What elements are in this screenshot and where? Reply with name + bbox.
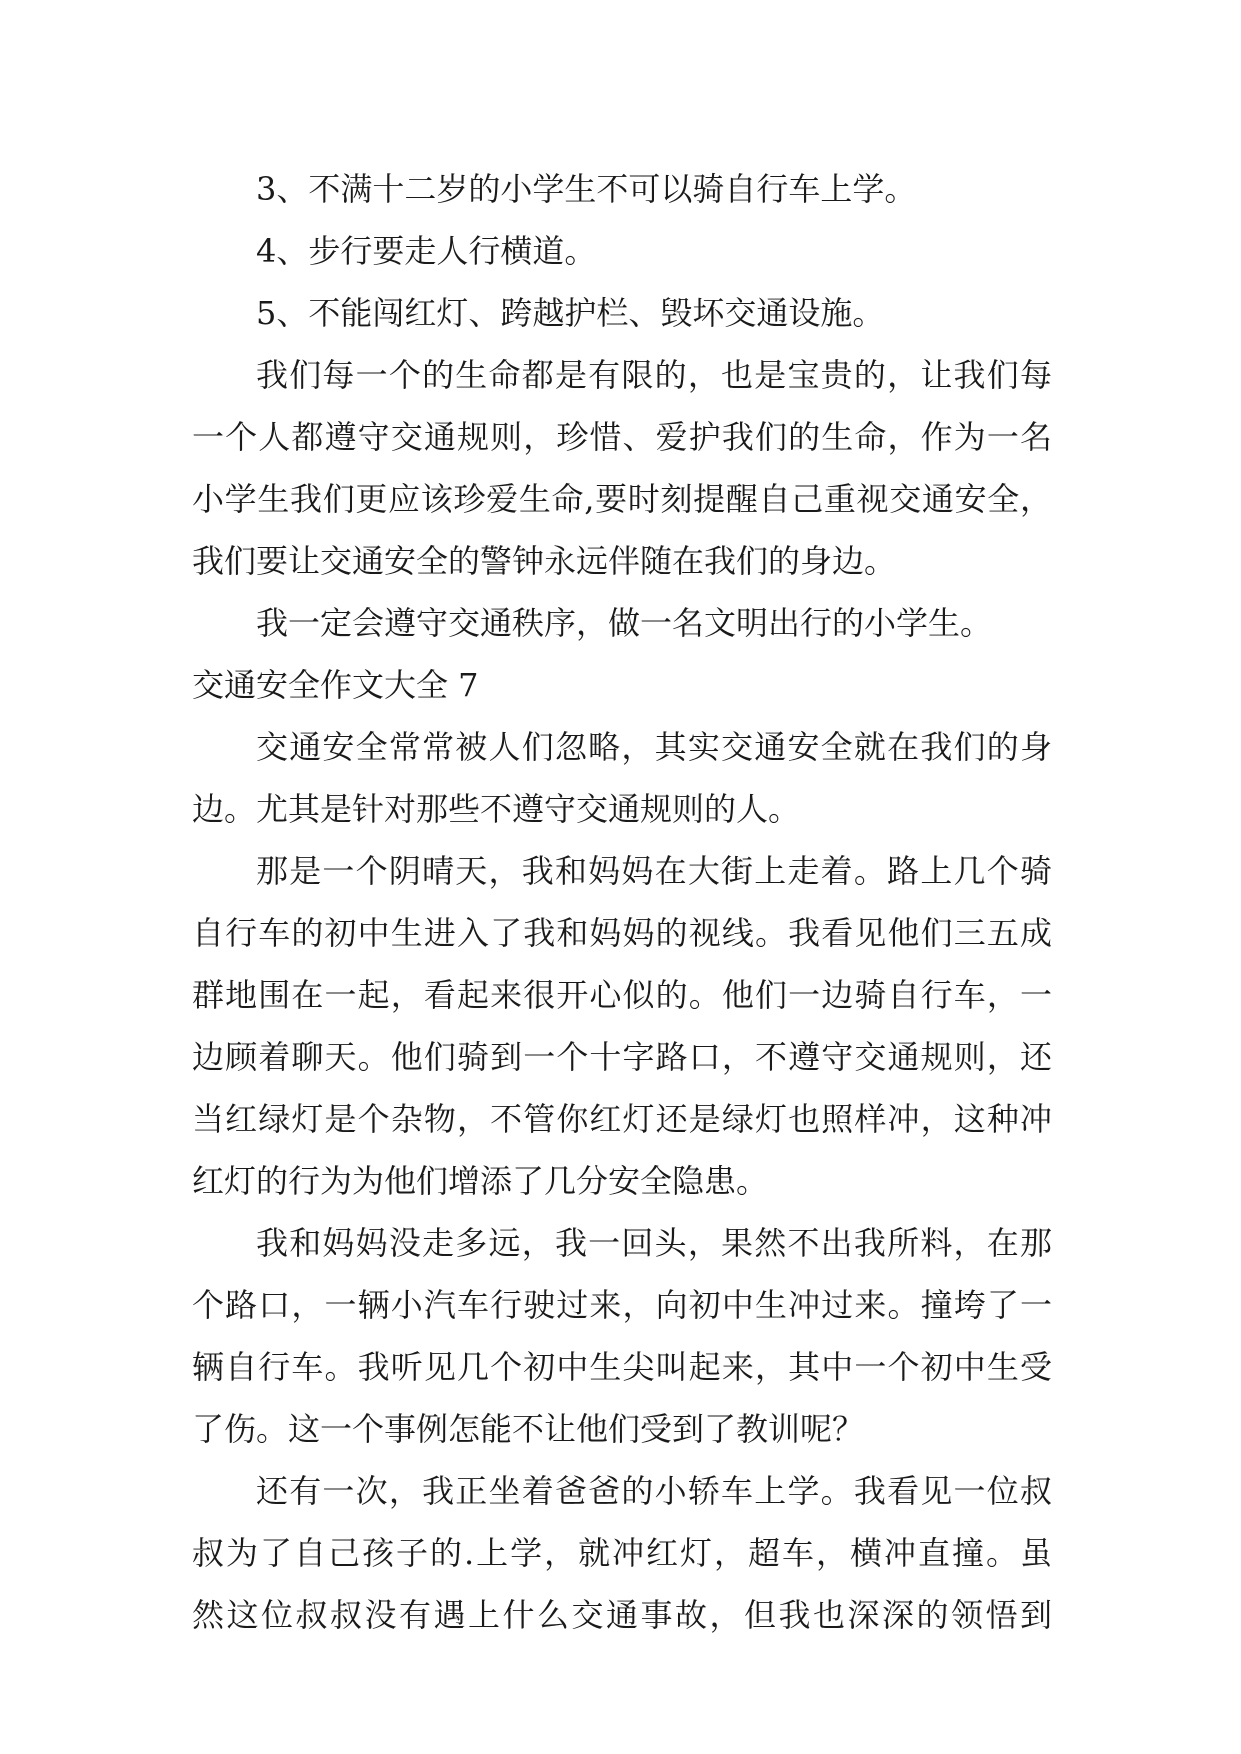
paragraph-line: 那是一个阴晴天，我和妈妈在大街上走着。路上几个骑 <box>256 852 1052 890</box>
paragraph-line: 我们每一个的生命都是有限的，也是宝贵的，让我们每 <box>256 356 1052 394</box>
paragraph-line: 交通安全常常被人们忽略，其实交通安全就在我们的身 <box>256 728 1052 766</box>
paragraph-line: 辆自行车。我听见几个初中生尖叫起来，其中一个初中生受 <box>192 1348 1052 1386</box>
paragraph-line: 还有一次，我正坐着爸爸的小轿车上学。我看见一位叔 <box>256 1472 1052 1510</box>
paragraph-line: 当红绿灯是个杂物，不管你红灯还是绿灯也照样冲，这种冲 <box>192 1100 1052 1138</box>
paragraph-line: 红灯的行为为他们增添了几分安全隐患。 <box>192 1162 769 1200</box>
paragraph-line: 小学生我们更应该珍爱生命,要时刻提醒自己重视交通安全， <box>192 480 1052 518</box>
paragraph-line: 我一定会遵守交通秩序，做一名文明出行的小学生。 <box>256 604 993 642</box>
paragraph-line: 自行车的初中生进入了我和妈妈的视线。我看见他们三五成 <box>192 914 1052 952</box>
section-heading: 交通安全作文大全 7 <box>192 666 479 704</box>
rule-item-4: 4、步行要走人行横道。 <box>256 232 597 270</box>
essay-body <box>192 158 1052 1646</box>
paragraph-line: 我和妈妈没走多远，我一回头，果然不出我所料，在那 <box>256 1224 1052 1262</box>
rule-item-3: 3、不满十二岁的小学生不可以骑自行车上学。 <box>256 170 917 208</box>
paragraph-line: 然这位叔叔没有遇上什么交通事故，但我也深深的领悟到 <box>192 1596 1052 1634</box>
paragraph-line: 边。尤其是针对那些不遵守交通规则的人。 <box>192 790 801 828</box>
paragraph-line: 群地围在一起，看起来很开心似的。他们一边骑自行车，一 <box>192 976 1052 1014</box>
paragraph-line: 一个人都遵守交通规则，珍惜、爱护我们的生命，作为一名 <box>192 418 1052 456</box>
paragraph-line: 叔为了自己孩子的.上学，就冲红灯，超车，横冲直撞。虽 <box>192 1534 1052 1572</box>
paragraph-line: 个路口，一辆小汽车行驶过来，向初中生冲过来。撞垮了一 <box>192 1286 1052 1324</box>
paragraph-line: 我们要让交通安全的警钟永远伴随在我们的身边。 <box>192 542 897 580</box>
paragraph-line: 边顾着聊天。他们骑到一个十字路口，不遵守交通规则，还 <box>192 1038 1052 1076</box>
rule-item-5: 5、不能闯红灯、跨越护栏、毁坏交通设施。 <box>256 294 885 332</box>
paragraph-line: 了伤。这一个事例怎能不让他们受到了教训呢？ <box>192 1410 865 1448</box>
